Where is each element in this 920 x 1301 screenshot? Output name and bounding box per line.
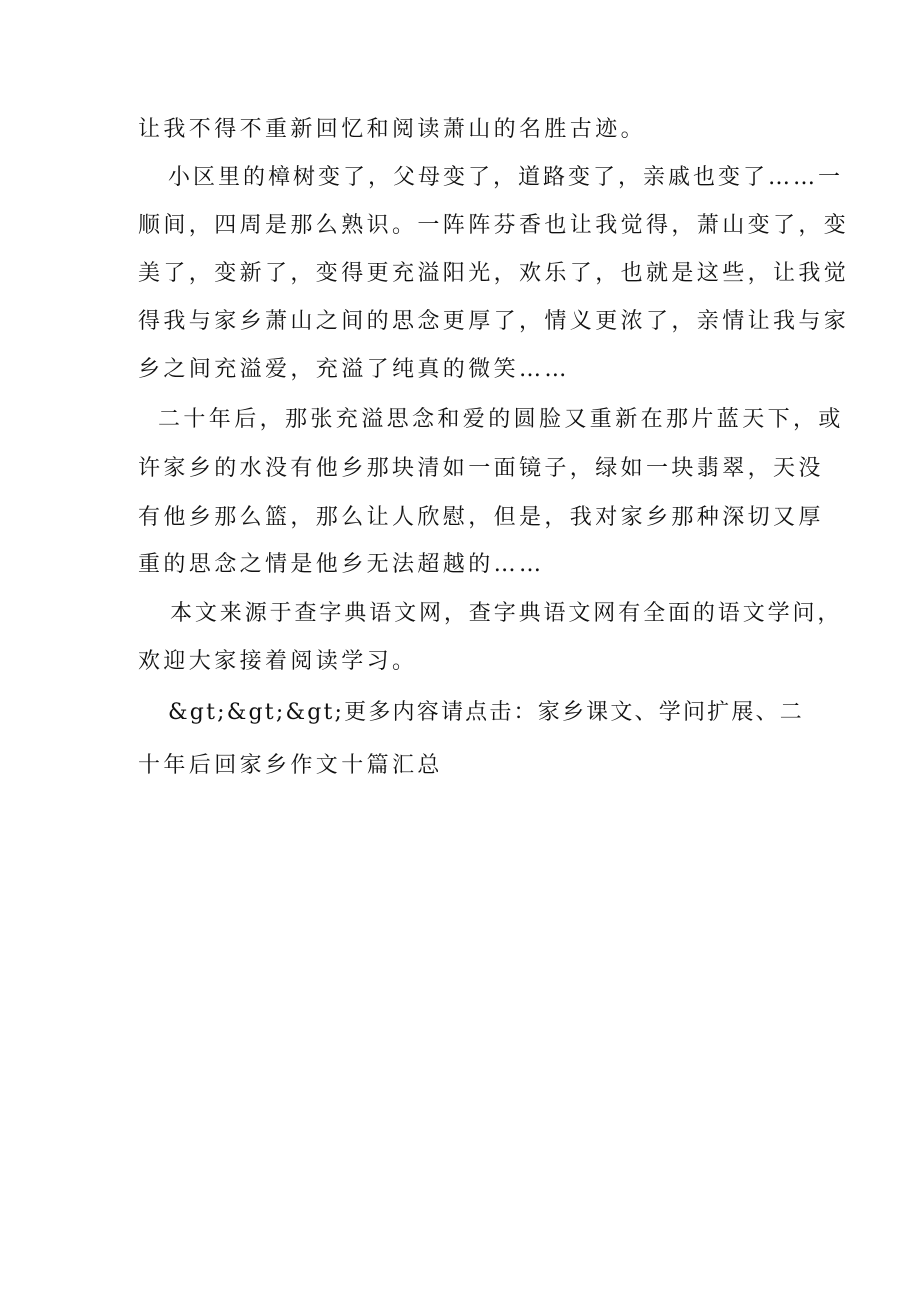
text-line: 顺间，四周是那么熟识。一阵阵芬香也让我觉得，萧山变了，变 [138, 213, 850, 238]
text-line: 十年后回家乡作文十篇汇总 [138, 753, 443, 778]
text-line: 欢迎大家接着阅读学习。 [138, 649, 418, 674]
text-line: 美了，变新了，变得更充溢阳光，欢乐了，也就是这些，让我觉 [138, 261, 850, 286]
text-line: &gt;&gt;&gt;更多内容请点击：家乡课文、学问扩展、二 [168, 700, 804, 725]
text-line: 让我不得不重新回忆和阅读萧山的名胜古迹。 [138, 117, 647, 142]
text-line: 本文来源于查字典语文网，查字典语文网有全面的语文学问， [170, 601, 843, 626]
text-line: 乡之间充溢爱，充溢了纯真的微笑…… [138, 357, 570, 382]
text-line: 小区里的樟树变了，父母变了，道路变了，亲戚也变了……一 [168, 165, 844, 190]
text-line: 重的思念之情是他乡无法超越的…… [138, 552, 545, 577]
text-line: 得我与家乡萧山之间的思念更厚了，情义更浓了，亲情让我与家 [138, 309, 850, 334]
text-line: 二十年后，那张充溢思念和爱的圆脸又重新在那片蓝天下，或 [158, 407, 844, 432]
text-line: 有他乡那么篮，那么让人欣慰，但是，我对家乡那种深切又厚 [138, 505, 824, 530]
text-line: 许家乡的水没有他乡那块清如一面镜子，绿如一块翡翠，天没 [138, 456, 824, 481]
